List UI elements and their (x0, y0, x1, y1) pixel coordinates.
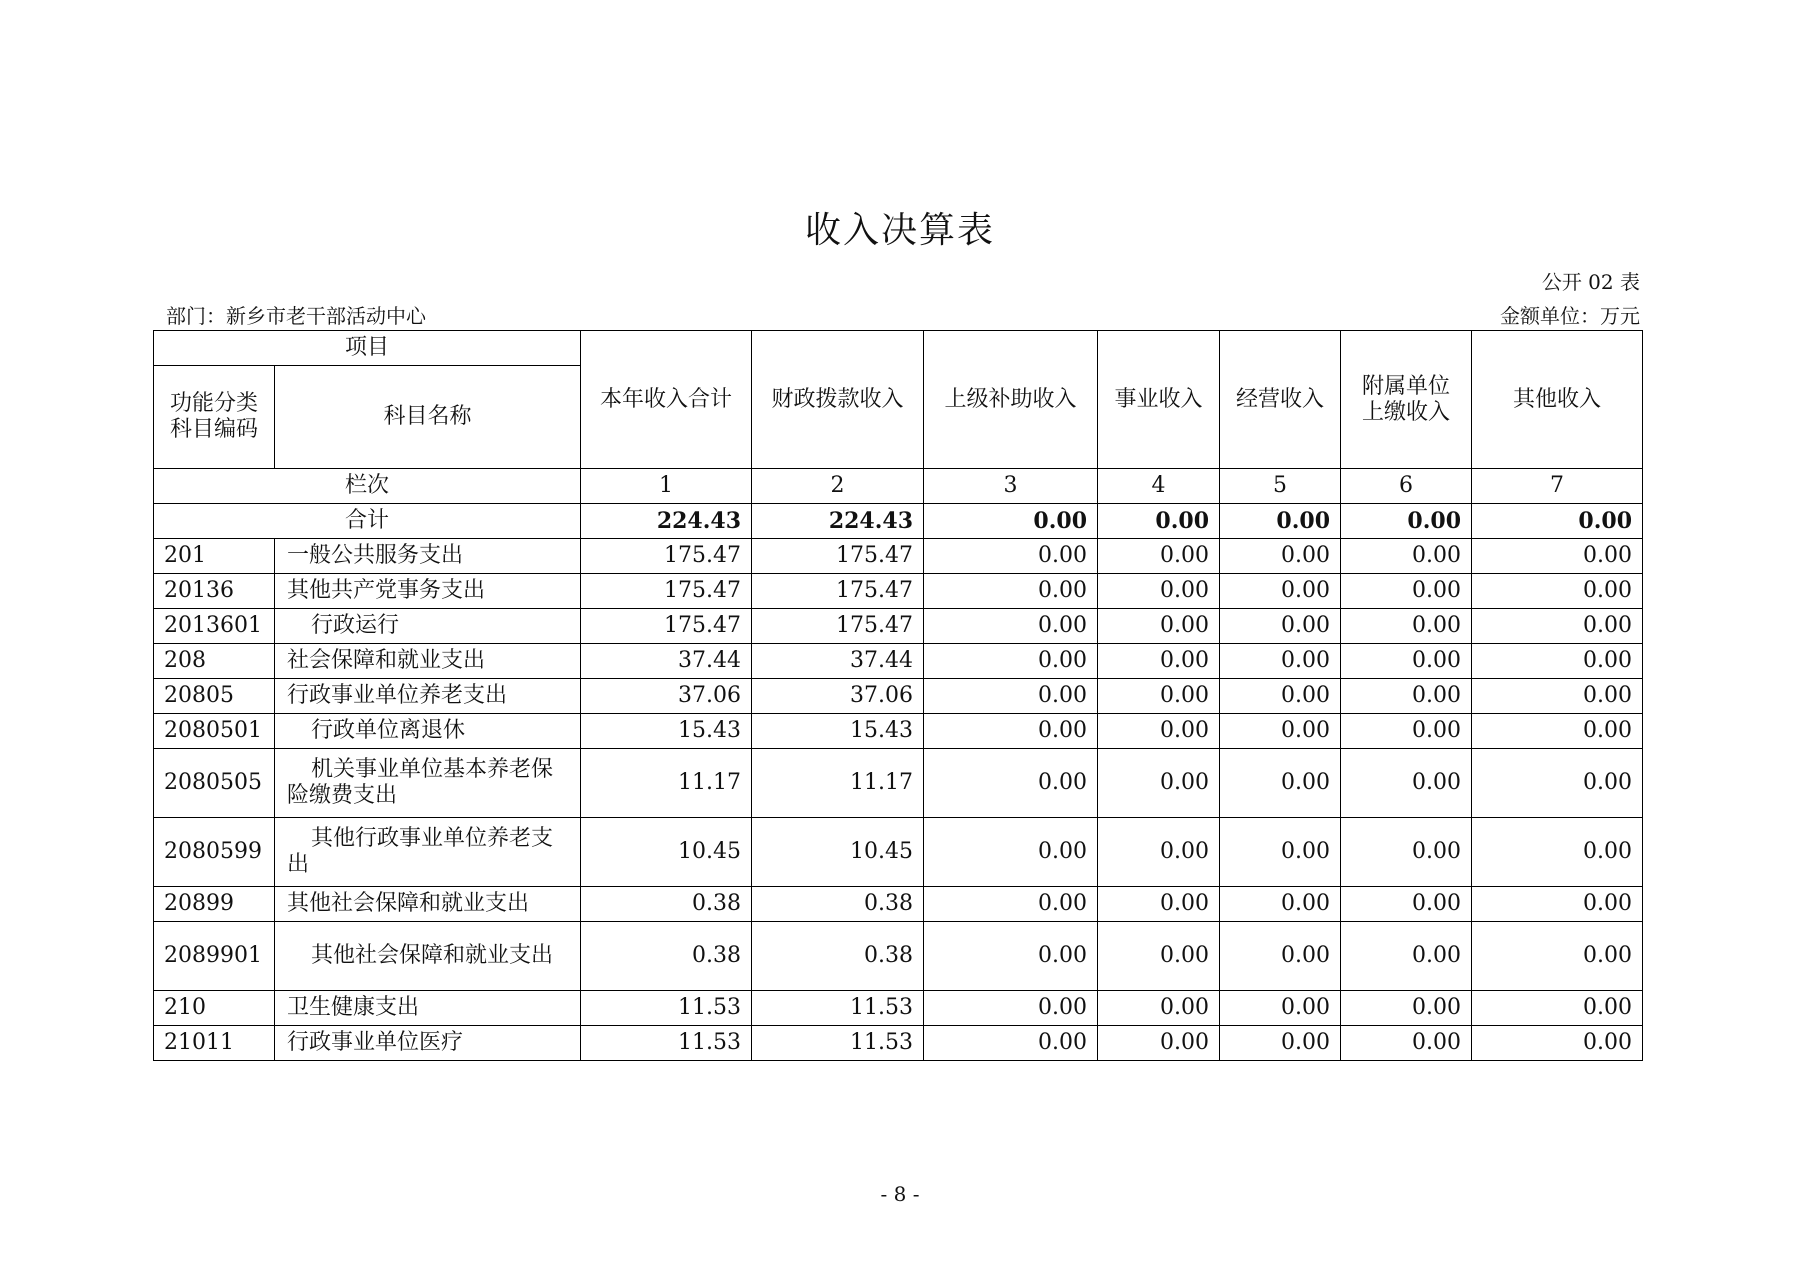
total-value: 224.43 (581, 504, 752, 539)
table-row (154, 922, 1643, 991)
row-value: 0.00 (1098, 887, 1220, 922)
row-value: 0.00 (1341, 679, 1472, 714)
column-number: 5 (1220, 469, 1341, 504)
row-code: 20805 (154, 679, 275, 714)
row-value: 0.00 (924, 818, 1098, 887)
row-value: 0.00 (924, 714, 1098, 749)
row-code: 20136 (154, 574, 275, 609)
row-value: 0.00 (1098, 609, 1220, 644)
row-value: 0.00 (924, 749, 1098, 818)
row-value: 0.00 (1341, 714, 1472, 749)
row-value: 37.44 (581, 644, 752, 679)
row-code: 2089901 (154, 922, 275, 991)
row-value: 0.00 (1098, 644, 1220, 679)
row-value: 0.00 (1098, 574, 1220, 609)
column-number-label: 栏次 (154, 469, 581, 504)
row-value: 175.47 (581, 539, 752, 574)
form-number: 公开 02 表 (1541, 270, 1640, 294)
row-value: 37.44 (752, 644, 924, 679)
department-label: 部门：新乡市老干部活动中心 (166, 304, 426, 328)
row-value: 0.00 (1341, 609, 1472, 644)
header-col6: 附属单位上缴收入 (1341, 331, 1472, 469)
row-value: 0.00 (1220, 922, 1341, 991)
row-value: 0.00 (1220, 1026, 1341, 1061)
row-value: 0.00 (1098, 679, 1220, 714)
page-number: - 8 - (880, 1182, 920, 1206)
income-report-table (153, 330, 1643, 1061)
total-row (154, 504, 1643, 539)
row-code: 21011 (154, 1026, 275, 1061)
table-row (154, 1026, 1643, 1061)
header-name: 科目名称 (275, 366, 581, 469)
row-value: 0.00 (1472, 679, 1643, 714)
row-value: 11.17 (581, 749, 752, 818)
header-code: 功能分类科目编码 (154, 366, 275, 469)
row-value: 0.00 (1220, 679, 1341, 714)
table-row (154, 887, 1643, 922)
row-name: 机关事业单位基本养老保险缴费支出 (275, 749, 581, 818)
row-value: 0.00 (1341, 818, 1472, 887)
row-value: 0.00 (924, 887, 1098, 922)
table-row (154, 574, 1643, 609)
row-name: 一般公共服务支出 (275, 539, 581, 574)
table-row (154, 714, 1643, 749)
data-rows (154, 539, 1643, 1061)
row-code: 2080599 (154, 818, 275, 887)
column-number: 4 (1098, 469, 1220, 504)
row-value: 10.45 (581, 818, 752, 887)
header-col1: 本年收入合计 (581, 331, 752, 469)
row-value: 0.00 (1472, 749, 1643, 818)
row-value: 0.00 (1341, 991, 1472, 1026)
row-code: 2080501 (154, 714, 275, 749)
column-number: 3 (924, 469, 1098, 504)
row-code: 208 (154, 644, 275, 679)
row-value: 0.00 (924, 991, 1098, 1026)
row-name: 社会保障和就业支出 (275, 644, 581, 679)
row-value: 0.00 (1220, 574, 1341, 609)
page-title: 收入决算表 (804, 210, 995, 251)
total-value: 0.00 (1472, 504, 1643, 539)
row-value: 0.00 (1220, 818, 1341, 887)
row-name: 其他社会保障和就业支出 (275, 887, 581, 922)
row-value: 0.00 (1472, 539, 1643, 574)
row-value: 0.38 (581, 887, 752, 922)
row-value: 0.00 (924, 539, 1098, 574)
row-value: 0.00 (1220, 749, 1341, 818)
row-value: 175.47 (581, 574, 752, 609)
row-value: 11.53 (752, 1026, 924, 1061)
row-value: 37.06 (752, 679, 924, 714)
table-row (154, 818, 1643, 887)
row-value: 0.00 (1472, 1026, 1643, 1061)
row-value: 0.00 (1341, 887, 1472, 922)
row-value: 0.00 (1098, 539, 1220, 574)
row-value: 0.00 (924, 609, 1098, 644)
row-value: 37.06 (581, 679, 752, 714)
row-value: 175.47 (752, 539, 924, 574)
row-value: 0.00 (1472, 818, 1643, 887)
row-value: 0.00 (924, 644, 1098, 679)
row-value: 0.00 (1220, 714, 1341, 749)
row-value: 0.00 (924, 574, 1098, 609)
row-value: 11.53 (581, 991, 752, 1026)
row-value: 0.00 (1341, 574, 1472, 609)
column-number: 6 (1341, 469, 1472, 504)
row-value: 0.38 (581, 922, 752, 991)
row-value: 11.53 (752, 991, 924, 1026)
row-value: 0.00 (1098, 922, 1220, 991)
row-code: 2013601 (154, 609, 275, 644)
row-value: 0.00 (1098, 991, 1220, 1026)
row-name: 行政事业单位医疗 (275, 1026, 581, 1061)
row-value: 0.00 (1472, 887, 1643, 922)
row-value: 0.00 (1472, 609, 1643, 644)
row-value: 0.00 (1220, 644, 1341, 679)
row-value: 10.45 (752, 818, 924, 887)
row-value: 0.00 (1098, 818, 1220, 887)
row-value: 0.00 (1341, 922, 1472, 991)
row-code: 201 (154, 539, 275, 574)
column-number: 1 (581, 469, 752, 504)
row-value: 0.00 (1472, 922, 1643, 991)
row-name: 其他共产党事务支出 (275, 574, 581, 609)
row-name: 其他社会保障和就业支出 (275, 922, 581, 991)
table-row (154, 991, 1643, 1026)
row-value: 0.00 (1472, 644, 1643, 679)
table-row (154, 749, 1643, 818)
row-value: 0.00 (1098, 714, 1220, 749)
column-number-row (154, 469, 1643, 504)
table-row (154, 539, 1643, 574)
total-label: 合计 (154, 504, 581, 539)
header-col5: 经营收入 (1220, 331, 1341, 469)
row-value: 0.00 (1098, 1026, 1220, 1061)
total-value: 224.43 (752, 504, 924, 539)
row-value: 0.00 (1220, 887, 1341, 922)
table-row (154, 644, 1643, 679)
row-value: 0.00 (1472, 574, 1643, 609)
total-value: 0.00 (1220, 504, 1341, 539)
header-col4: 事业收入 (1098, 331, 1220, 469)
row-value: 0.00 (1472, 714, 1643, 749)
row-value: 175.47 (581, 609, 752, 644)
unit-label: 金额单位：万元 (1500, 304, 1640, 328)
row-value: 0.00 (1220, 991, 1341, 1026)
total-value: 0.00 (924, 504, 1098, 539)
row-value: 0.00 (1098, 749, 1220, 818)
row-value: 175.47 (752, 609, 924, 644)
header-col7: 其他收入 (1472, 331, 1643, 469)
table-row (154, 609, 1643, 644)
row-value: 0.00 (924, 922, 1098, 991)
row-name: 其他行政事业单位养老支出 (275, 818, 581, 887)
row-value: 0.00 (1341, 1026, 1472, 1061)
table-row (154, 679, 1643, 714)
total-value: 0.00 (1098, 504, 1220, 539)
row-name: 行政单位离退休 (275, 714, 581, 749)
row-value: 15.43 (581, 714, 752, 749)
total-value: 0.00 (1341, 504, 1472, 539)
row-name: 卫生健康支出 (275, 991, 581, 1026)
row-value: 175.47 (752, 574, 924, 609)
row-value: 0.00 (924, 679, 1098, 714)
row-value: 11.17 (752, 749, 924, 818)
row-value: 0.00 (1341, 644, 1472, 679)
column-number: 7 (1472, 469, 1643, 504)
header-row-1 (154, 331, 1643, 366)
row-code: 2080505 (154, 749, 275, 818)
header-col2: 财政拨款收入 (752, 331, 924, 469)
header-col3: 上级补助收入 (924, 331, 1098, 469)
row-value: 0.38 (752, 887, 924, 922)
row-name: 行政事业单位养老支出 (275, 679, 581, 714)
row-value: 0.00 (1341, 539, 1472, 574)
row-code: 210 (154, 991, 275, 1026)
row-value: 0.00 (924, 1026, 1098, 1061)
header-item: 项目 (154, 331, 581, 366)
row-value: 15.43 (752, 714, 924, 749)
row-value: 0.38 (752, 922, 924, 991)
row-code: 20899 (154, 887, 275, 922)
row-value: 0.00 (1472, 991, 1643, 1026)
row-value: 11.53 (581, 1026, 752, 1061)
row-value: 0.00 (1341, 749, 1472, 818)
row-value: 0.00 (1220, 539, 1341, 574)
row-name: 行政运行 (275, 609, 581, 644)
row-value: 0.00 (1220, 609, 1341, 644)
column-number: 2 (752, 469, 924, 504)
